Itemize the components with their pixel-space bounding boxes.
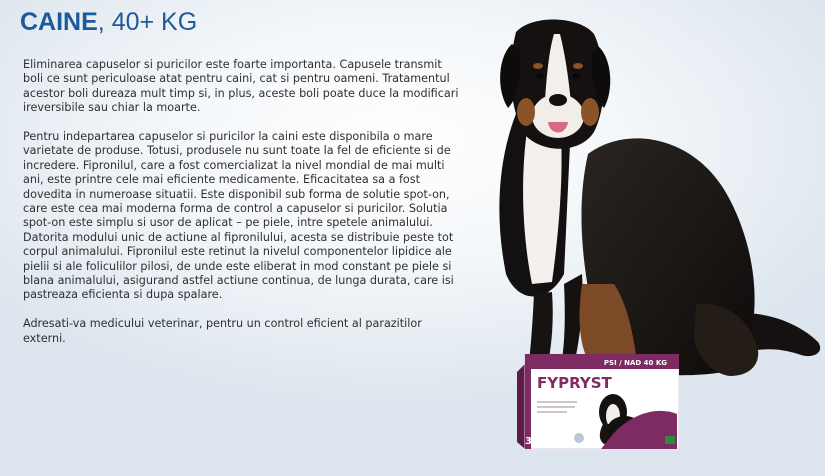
product-box [517,354,679,449]
product-weight-label: PSI / NAD 40 KG [603,359,667,367]
product-count: 3 [525,436,532,447]
paragraph-advice: Adresati-va medicului veterinar, pentru un control eficient al parazitilor externi. [23,317,422,345]
product-brand: FYPRYST [537,374,612,392]
page-title [20,6,197,38]
paragraph-intro: Eliminarea capuselor si puricilor este foarte importanta. Capusele transmit boli ce sunt periculoase atat pentru caini, cat si pentru oameni. Tratamentul acestor boli dureaza mult timp si, in plus, aceste boli poate duce la modificari ireversibile sau chiar la moarte. [23,58,459,115]
page-title-weight: , 40+ KG [97,8,198,36]
paragraph-fipronil: Pentru indepartarea capuselor si puricilor la caini este disponibila o mare varietate de produse. Totusi, produsele nu sunt toate la fel de eficiente si de incredere. Fipronilul, care a fost comercializat la nivel mondial de mai multi ani, este printre cele mai eficiente medicamente. Eficacitatea sa a fost dovedita in numeroase situatii. Este disponibil sub forma de solutie spot-on, care este cea mai moderna forma de control a capuselor si puricilor. Solutia spot-on este simplu si usor de aplicat – pe piele, intre spetele animalului. Datorita modului unic de actiune al fipronilului, acesta se distribuie peste tot corpul animalului. Fipronilul este retinut la nivelul componentelor lipidice ale pielii si ale foliculilor pilosi, de unde este eliberat in mod constant pe piele si blana animalului, asigurand astfel actiune continua, de lunga durata, care isi pastreaza eficienta si dupa spalare. [23,130,454,302]
page-title-strong: CAINE [20,8,98,36]
article-body [23,58,463,360]
